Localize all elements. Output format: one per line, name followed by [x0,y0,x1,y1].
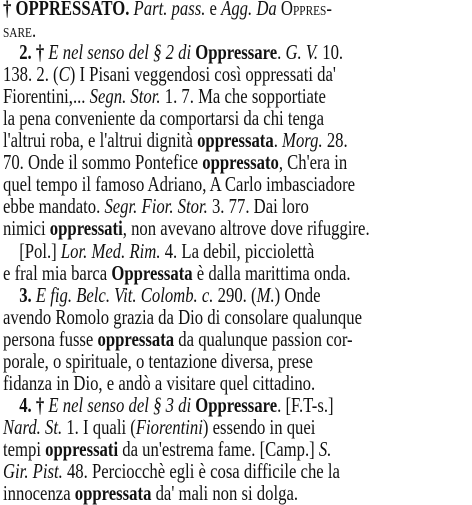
headword-text: 2. † [19,42,49,64]
body-text: 3. 77. Dai loro [207,196,309,218]
headword-text: 4. † [19,395,49,417]
citation-text: S. [318,439,332,461]
body-text: 28. [322,130,348,152]
body-text: l'altrui roba, e l'altrui dignità [3,130,198,152]
entry-line [3,285,392,307]
body-text: 4. La debil, picciolettà [160,241,315,263]
citation-text: Segr. Fior. Stor. [104,196,208,218]
entry-line [3,373,376,395]
body-text: nimici [3,218,50,240]
body-text: quel tempo il famoso Adriano, A Carlo imbasciadore [3,174,356,196]
body-text: ) I Pisani veggendosi così oppressati da' [69,64,336,86]
citation-text: Fiorentini [135,417,203,439]
headword-text: Oppressare [195,42,278,64]
entry-line [3,395,392,417]
entry-line [3,130,376,152]
body-text: . [273,130,283,152]
entry-line [3,351,376,373]
body-text: e [205,0,222,20]
body-text: e fral mia barca [3,263,112,285]
body-text: porale, o spirituale, o tentazione diversa, prese [3,351,313,373]
body-text: 1. 7. Ma che sopportiate [160,86,326,108]
entry-line [3,307,376,329]
body-text: [Pol.] [19,241,61,263]
entry-line [3,417,376,439]
entry-line [3,196,376,218]
body-text: 1. I quali ( [62,417,136,439]
entry-line [3,439,376,461]
entry-line [3,461,376,483]
body-text: è dalla marittima onda. [192,263,351,285]
citation-text: Nard. St. [3,417,63,439]
headword-text: † OPPRESSATO. [3,0,134,20]
headword-text: Oppressata [111,263,193,285]
headword-text: oppressati [49,218,123,240]
headword-text: Oppressare [195,395,278,417]
headword-text: oppressato [202,152,279,174]
citation-text: Agg. Da [221,0,281,20]
body-text: . [277,42,286,64]
citation-text: M. [256,285,275,307]
body-text: Fiorentini,... [3,86,90,108]
body-text: 290. ( [213,285,257,307]
headword-text: 3. [19,285,36,307]
body-text: ) Onde [274,285,321,307]
body-text: 48. Perciocchè egli è cosa difficile che la [62,461,340,483]
body-text: da qualunque passion cor- [174,329,353,351]
citation-text: G. V. [285,42,319,64]
body-text: avendo Romolo grazia da Dio di consolare qualunque [3,307,363,329]
citation-text: E fig. Belc. Vit. Colomb. c. [35,285,214,307]
citation-text: Gir. Pist. [3,461,63,483]
body-text: la pena conveniente da comportarsi da chi tenga [3,108,324,130]
citation-text: Part. pass. [133,0,206,20]
body-text: persona fusse [3,329,98,351]
headword-text: oppressati [45,439,119,461]
citation-text: C [58,64,70,86]
entry-line [3,0,376,20]
headword-text: oppressata [197,130,274,152]
entry-line [3,108,376,130]
citation-text: E nel senso del § 3 di [48,395,196,417]
entry-line [3,64,376,86]
body-text: innocenza [3,483,75,505]
citation-text: Segn. Stor. [89,86,161,108]
body-text: fidanza in Dio, e andò a visitare quel cittadino. [3,373,316,395]
citation-text: Lor. Med. Rim. [60,241,161,263]
body-text: tempi [3,439,46,461]
entry-line [3,218,376,240]
entry-line [3,86,376,108]
entry-line [3,174,376,196]
body-text: 70. Onde il sommo Pontefice [3,152,203,174]
entry-line [3,42,392,64]
body-text: da un'estrema fame. [Camp.] [118,439,319,461]
smallcaps-text: Oppres- [280,0,332,20]
headword-text: oppressata [74,483,152,505]
entry-line [3,20,376,42]
entry-line [3,241,392,263]
entry-line [3,483,376,505]
entry-line [3,329,376,351]
smallcaps-text: sare. [3,20,37,42]
citation-text: Morg. [282,130,323,152]
body-text: , non avevano altrove dove rifuggire. [122,218,370,240]
body-text: da' mali non si dolga. [151,483,299,505]
body-text: 10. [318,42,344,64]
body-text: , Ch'era in [278,152,348,174]
headword-text: oppressata [97,329,175,351]
body-text: ) essendo in quei [202,417,316,439]
body-text: ebbe mandato. [3,196,105,218]
citation-text: E nel senso del § 2 di [48,42,196,64]
body-text: . [F.T-s.] [277,395,334,417]
entry-line [3,263,376,285]
body-text: 138. 2. ( [3,64,59,86]
entry-line [3,152,376,174]
